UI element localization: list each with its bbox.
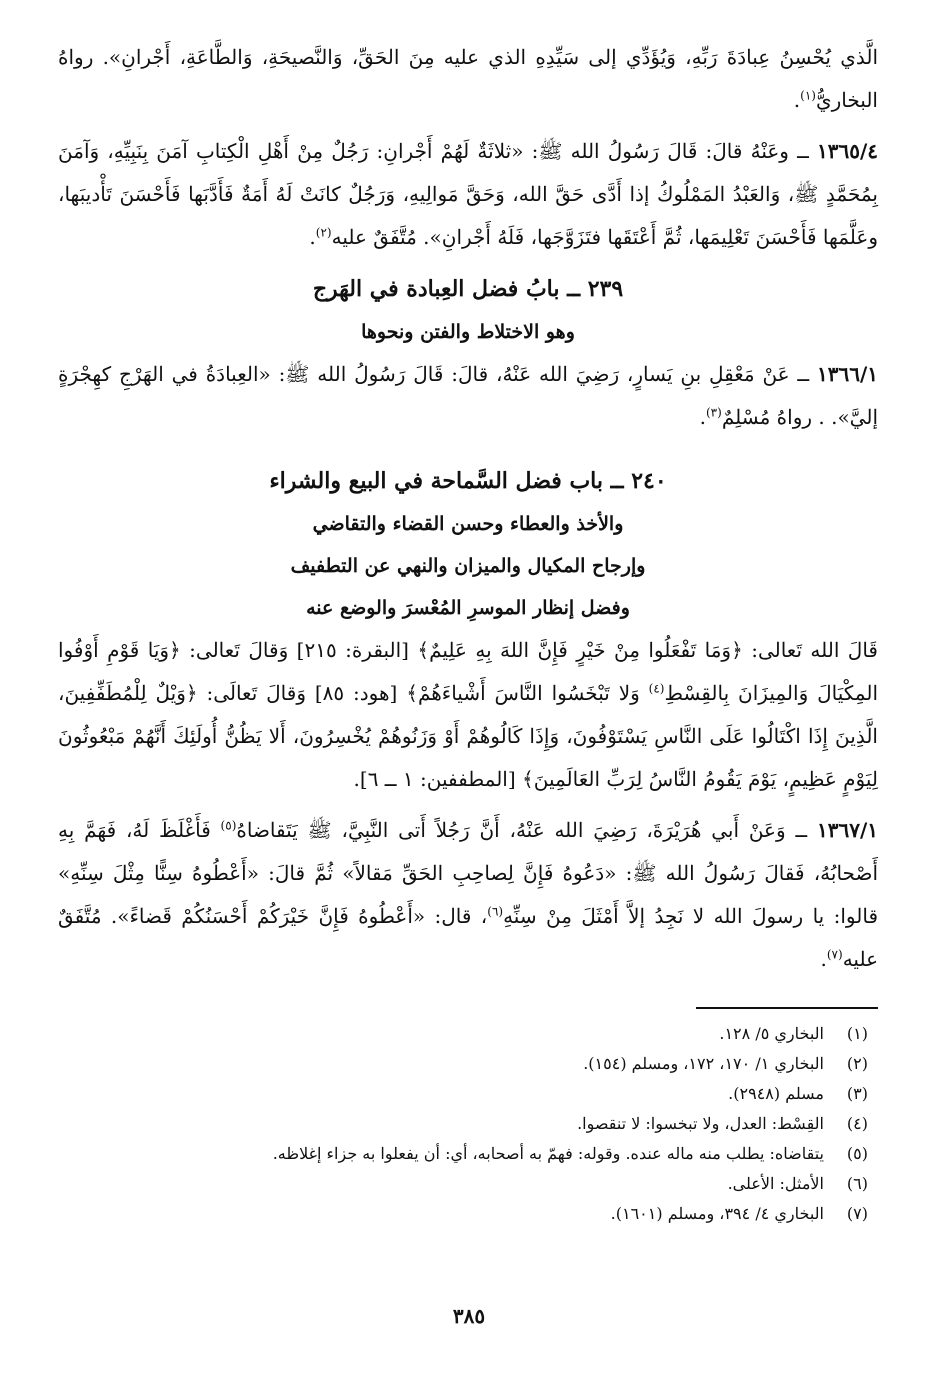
hadith-number: ١٣٦٦/١ (816, 362, 878, 386)
footnote-item: (٦) الأمثل: الأعلى. (727, 1174, 868, 1193)
chapter-240-title: ٢٤٠ ــ باب فضل السَّماحة في البيع والشراء (269, 468, 667, 494)
hadith-text: ــ عَنْ مَعْقِلِ بنِ يَسارٍ، رَضِيَ الله عَنْهُ، قالَ: قَالَ رَسُولُ الله ﷺ: «العِبادَةُ في الهَرْجِ كهِجْرَةٍ إليَّ». . رواهُ مُسْلِمٌ (58, 362, 878, 429)
footnote-ref[interactable]: (٣) (705, 405, 722, 420)
footnote-item: (٥) يتقاضاه: يطلب منه ماله عنده. وقوله: فهمّ به أصحابه، أي: أن يفعلوا به جزاء إغلاظه. (272, 1144, 868, 1163)
hadith-number: ١٣٦٧/١ (816, 818, 878, 842)
chapter-240-line-4: وفضل إنظار الموسرِ المُعْسرَ والوضع عنه (306, 597, 630, 619)
footnote-item: (٤) القِسْط: العدل، ولا تبخسوا: لا تنقصوا. (577, 1114, 868, 1133)
hadith-1366: ١٣٦٦/١ ــ عَنْ مَعْقِلِ بنِ يَسارٍ، رَضِيَ الله عَنْهُ، قالَ: قَالَ رَسُولُ الله ﷺ: «العِبادَةُ في الهَرْجِ كهِجْرَةٍ إليَّ». . رواهُ مُسْلِمٌ$^{(٣)}$. (58, 362, 878, 429)
footnote-ref[interactable]: (٦) (487, 904, 504, 919)
footnote-ref[interactable]: (٤) (648, 681, 665, 696)
hadith-number: ١٣٦٥/٤ (816, 139, 878, 163)
paragraph-text: الَّذي يُحْسِنُ عِبادَةَ رَبِّهِ، وَيُؤَدِّي إلى سَيِّدِهِ الذي عليه مِنَ الحَقِّ، وَالنَّصيحَةِ، وَالطَّاعَةِ، أَجْرانِ». رواهُ البخاريُّ (58, 45, 878, 112)
footnote-ref[interactable]: (١) (800, 88, 816, 103)
hadith-text: ، قال: «أَعْطُوهُ فَإِنَّ خَيْرَكُمْ أَحْسَنُكُمْ قَضاءً». مُتَّفَقٌ عليه (58, 904, 878, 971)
paragraph-continuation: الَّذي يُحْسِنُ عِبادَةَ رَبِّهِ، وَيُؤَدِّي إلى سَيِّدِهِ الذي عليه مِنَ الحَقِّ، وَالنَّصيحَةِ، وَالطَّاعَةِ، أَجْرانِ». رواهُ البخاريُّ$^{(١)}$. (58, 45, 878, 112)
footnote-item: (٣) مسلم (٢٩٤٨). (728, 1084, 868, 1103)
verse-text: قَالَ الله تَعالى: ﴿وَمَا تَفْعَلُوا مِنْ خَيْرٍ فَإِنَّ اللهَ بِهِ عَلِيمٌ﴾ [البقرة: ٢١٥] وَقالَ تَعالى: ﴿وَيَا قَوْمِ أَوْفُوا المِكْيَالَ وَالمِيزَانَ بِالقِسْطِ (58, 638, 879, 705)
footnote-item: (٢) البخاري ١/ ١٧٠، ١٧٢، ومسلم (١٥٤). (583, 1054, 868, 1073)
footnote-ref[interactable]: (٧) (826, 947, 843, 962)
footnotes (58, 1019, 878, 1229)
hadith-text: ــ وعَنْهُ قالَ: قَالَ رَسُولُ الله ﷺ: «ثلاثَةٌ لَهُمْ أَجْرانِ: رَجُلٌ مِنْ أَهْلِ الْكِتابِ آمَنَ بِنَبِيِّهِ، وَآمَنَ بِمُحَمَّدٍ ﷺ، وَالعَبْدُ المَمْلُوكُ إذا أَدَّى حَقَّ الله، وَحَقَّ مَوالِيهِ، وَرَجُلٌ كانَتْ لَهُ أَمَةٌ فَأَدَّبَها فَأَحْسَنَ تَأْديبَها، وعَلَّمَها فَأَحْسَنَ تَعْلِيمَها، ثُمَّ أَعْتَقَها فتَزَوَّجَها، فَلَهُ أَجْرانِ». مُتَّفَقٌ عليه (58, 139, 878, 249)
chapter-239-title: ٢٣٩ ــ بابُ فضل العِبادة في الهَرج (312, 276, 624, 302)
chapter-240-line-3: وإرجاح المكيال والميزان والنهي عن التطفيف (290, 555, 646, 577)
chapter-240-line-2: والأخذ والعطاء وحسن القضاء والتقاضي (312, 513, 624, 535)
hadith-1365: ١٣٦٥/٤ ــ وعَنْهُ قالَ: قَالَ رَسُولُ الله ﷺ: «ثلاثَةٌ لَهُمْ أَجْرانِ: رَجُلٌ مِنْ أَهْلِ الْكِتابِ آمَنَ بِنَبِيِّهِ، وَآمَنَ بِمُحَمَّدٍ ﷺ، وَالعَبْدُ المَمْلُوكُ إذا أَدَّى حَقَّ الله، وَحَقَّ مَوالِيهِ، وَرَجُلٌ كانَتْ لَهُ أَمَةٌ فَأَدَّبَها فَأَحْسَنَ تَأْديبَها، وعَلَّمَها فَأَحْسَنَ تَعْلِيمَها، ثُمَّ أَعْتَقَها فتَزَوَّجَها، فَلَهُ أَجْرانِ». مُتَّفَقٌ عليه$^{(٢)}$. (58, 139, 878, 249)
page-number: ٣٨٥ (452, 1304, 486, 1328)
verse-text: وَلا تَبْخَسُوا النَّاسَ أَشْياءَهُمْ﴾ [هود: ٨٥] وَقالَ تَعالَى: ﴿وَيْلٌ لِلْمُطَفِّفِينَ، الَّذِينَ إِذَا اكْتَالُوا عَلَى النَّاسِ يَسْتَوْفُونَ، وَإِذَا كَالُوهُمْ أَوْ وَزَنُوهُمْ يُخْسِرُونَ، أَلا يَظُنُّ أُولَئِكَ أَنَّهُمْ مَبْعُوثُونَ لِيَوْمٍ عَظِيمٍ، يَوْمَ يَقُومُ النَّاسُ لِرَبِّ العَالَمِينَ﴾ [المطففين: ١ ــ ٦]. (58, 681, 878, 791)
footnote-divider (696, 1007, 878, 1009)
footnote-ref[interactable]: (٥) (220, 818, 237, 833)
hadith-text: ــ وَعَنْ أَبي هُرَيْرَةَ، رَضِيَ الله عَنْهُ، أَنَّ رَجُلاً أَتى النَّبِيَّ، ﷺ يَتَقاضاهُ (236, 818, 808, 842)
hadith-text: فَأَغْلَظَ لَهُ، فَهَمَّ بِهِ أَصْحابُهُ، فَقالَ رَسُولُ الله ﷺ: «دَعُوهُ فَإِنَّ لِصاحِبِ الحَقِّ مَقالاً» ثُمَّ قالَ: «أَعْطُوهُ سِنًّا مِثْلَ سِنِّهِ» قالوا: يا رسولَ الله لا نَجِدُ إلاَّ أَمْثَلَ مِنْ سِنِّهِ (58, 818, 879, 928)
footnote-item: (٧) البخاري ٤/ ٣٩٤، ومسلم (١٦٠١). (610, 1204, 868, 1223)
footnote-item: (١) البخاري ٥/ ١٢٨. (719, 1024, 868, 1043)
hadith-1367: ١٣٦٧/١ ــ وَعَنْ أَبي هُرَيْرَةَ، رَضِيَ الله عَنْهُ، أَنَّ رَجُلاً أَتى النَّبِيَّ، ﷺ يَتَقاضاهُ$^{(٥)}$ فَأَغْلَظَ لَهُ، فَهَمَّ بِهِ أَصْحابُهُ، فَقالَ رَسُولُ الله ﷺ: «دَعُوهُ فَإِنَّ لِصاحِبِ الحَقِّ مَقالاً» ثُمَّ قالَ: «أَعْطُوهُ سِنًّا مِثْلَ سِنِّهِ» قالوا: يا رسولَ الله لا نَجِدُ إلاَّ أَمْثَلَ مِنْ سِنِّهِ$^{(٦)}$، قال: «أَعْطُوهُ فَإِنَّ خَيْرَكُمْ أَحْسَنُكُمْ قَضاءً». مُتَّفَقٌ عليه$^{(٧)}$. (58, 818, 879, 971)
footnote-ref[interactable]: (٢) (315, 225, 332, 240)
chapter-239-subtitle: وهو الاختلاط والفتن ونحوها (361, 321, 575, 343)
quran-verses (58, 629, 878, 801)
